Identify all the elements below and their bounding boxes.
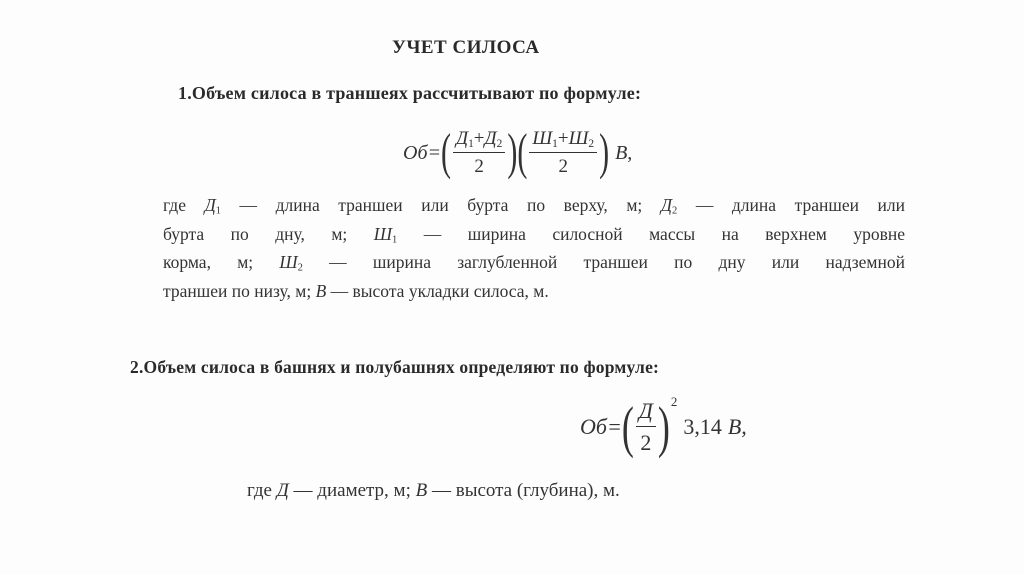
- description-line: траншеи по низу, м; В — высота укладки силоса, м.: [163, 280, 549, 301]
- formula1-fraction-width: [529, 128, 597, 178]
- formula2-power: 2: [670, 394, 678, 409]
- fraction-numerator: Д: [636, 398, 656, 427]
- section2-description: где Д — диаметр, м; В — высота (глубина), м.: [247, 480, 620, 501]
- fraction-numerator: $Ш_1+Ш_2$: [529, 128, 597, 153]
- open-paren: (: [621, 395, 634, 459]
- tower-volume-formula: [580, 394, 747, 459]
- open-paren: (: [441, 124, 451, 181]
- section1-heading: 1.Объем силоса в траншеях рассчитывают по формуле:: [178, 83, 642, 103]
- formula2-lhs: Об=: [580, 414, 622, 439]
- formula1-tail: В,: [615, 141, 633, 164]
- close-paren: ): [599, 124, 610, 181]
- fraction-numerator: $Д_1+Д_2$: [453, 128, 505, 153]
- formula2-coefficient: 3,14: [683, 414, 722, 439]
- fraction-denominator: 2: [474, 156, 484, 177]
- description-line: бурта по дну, м; $Ш_1$ — ширина силосной массы на верхнем уровне: [163, 223, 905, 246]
- open-paren: (: [517, 124, 528, 181]
- fraction-denominator: 2: [640, 430, 652, 455]
- description-line: где $Д_1$ — длина траншеи или бурта по верху, м; $Д_2$ — длина траншеи или: [163, 195, 906, 217]
- section1-description: [163, 194, 905, 303]
- description-line: корма, м; $Ш_2$ — ширина заглубленной траншеи по дну или надземной: [163, 252, 905, 274]
- fraction-denominator: 2: [558, 156, 568, 177]
- trench-volume-formula: [403, 124, 633, 181]
- formula1-fraction-length: [453, 128, 505, 178]
- close-paren: ): [657, 395, 670, 459]
- formula2-fraction: [636, 398, 656, 456]
- formula1-lhs: Об=: [403, 141, 441, 164]
- close-paren: ): [507, 124, 518, 181]
- formula2-tail: В,: [727, 414, 747, 439]
- section2-heading: 2.Объем силоса в башнях и полубашнях определяют по формуле:: [130, 357, 660, 377]
- slide-title: УЧЕТ СИЛОСА: [392, 37, 540, 58]
